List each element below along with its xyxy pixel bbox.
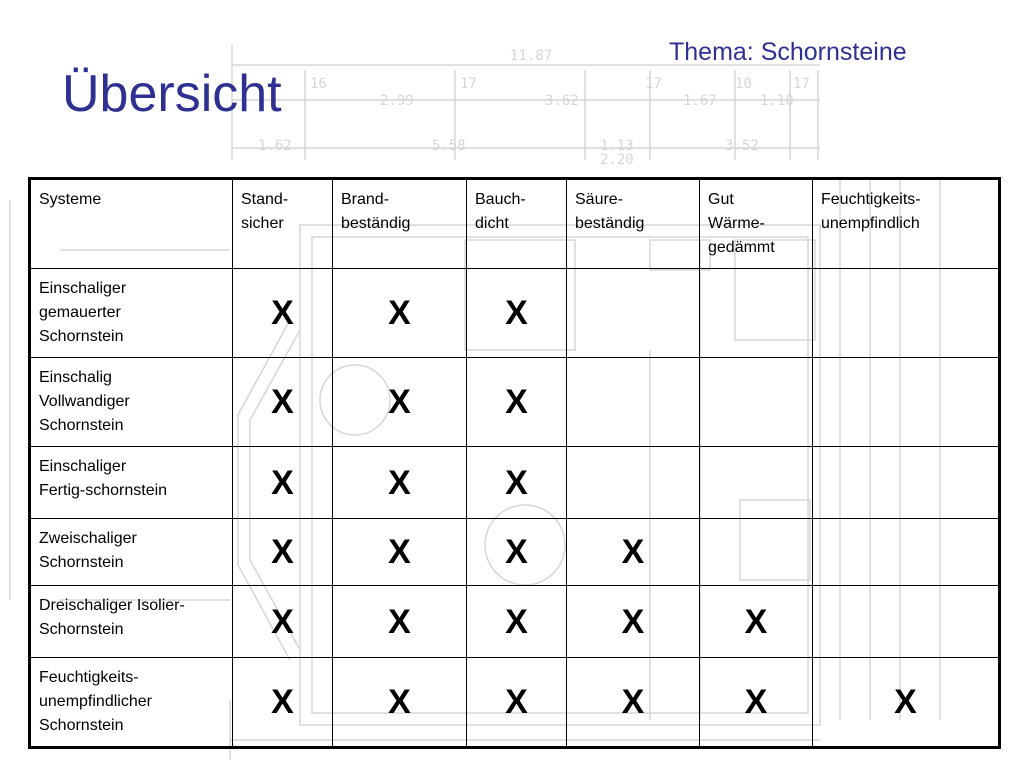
mark-cell: X <box>233 586 333 658</box>
table-row <box>30 519 1000 586</box>
header-brandbestaendig: Brand- beständig <box>333 179 467 269</box>
system-name: Zweischaliger Schornstein <box>30 519 233 586</box>
mark-cell <box>813 519 1000 586</box>
table-row <box>30 586 1000 658</box>
header-waermegedaemmt: Gut Wärme- gedämmt <box>700 179 813 269</box>
svg-text:1.67: 1.67 <box>683 93 717 109</box>
mark-cell: X <box>333 358 467 447</box>
mark-cell <box>813 269 1000 358</box>
mark-cell <box>567 447 700 519</box>
mark-cell: X <box>233 658 333 748</box>
mark-cell: X <box>333 519 467 586</box>
svg-text:2.20: 2.20 <box>600 152 634 168</box>
mark-cell <box>813 358 1000 447</box>
svg-text:1.13: 1.13 <box>600 138 634 154</box>
mark-cell: X <box>567 658 700 748</box>
table-row <box>30 658 1000 748</box>
mark-cell <box>813 586 1000 658</box>
header-saeurebestaendig: Säure- beständig <box>567 179 700 269</box>
mark-cell: X <box>700 586 813 658</box>
chimney-systems-table <box>28 177 1001 749</box>
system-name: Feuchtigkeits- unempfindlicher Schornstein <box>30 658 233 748</box>
svg-text:16: 16 <box>310 76 327 92</box>
header-feuchtigkeitsunempfindlich: Feuchtigkeits- unempfindlich <box>813 179 1000 269</box>
mark-cell: X <box>467 358 567 447</box>
mark-cell: X <box>467 447 567 519</box>
mark-cell <box>567 269 700 358</box>
svg-text:11.87: 11.87 <box>510 48 553 64</box>
mark-cell: X <box>333 447 467 519</box>
mark-cell <box>567 358 700 447</box>
system-name: Dreischaliger Isolier- Schornstein <box>30 586 233 658</box>
slide-subtitle: Thema: Schornsteine <box>669 38 907 66</box>
svg-text:1.62: 1.62 <box>258 138 292 154</box>
table-header-row <box>30 179 1000 269</box>
header-systeme: Systeme <box>30 179 233 269</box>
mark-cell <box>700 358 813 447</box>
svg-text:1.10: 1.10 <box>760 93 794 109</box>
mark-cell <box>813 447 1000 519</box>
mark-cell: X <box>333 586 467 658</box>
svg-text:3.52: 3.52 <box>725 138 759 154</box>
svg-text:5.58: 5.58 <box>432 138 466 154</box>
mark-cell: X <box>467 519 567 586</box>
header-bauchdicht: Bauch- dicht <box>467 179 567 269</box>
mark-cell <box>700 269 813 358</box>
mark-cell: X <box>233 447 333 519</box>
svg-text:2.99: 2.99 <box>380 93 414 109</box>
header-standsicher: Stand- sicher <box>233 179 333 269</box>
svg-text:10: 10 <box>735 76 752 92</box>
table-row <box>30 358 1000 447</box>
svg-text:17: 17 <box>460 76 477 92</box>
mark-cell: X <box>233 519 333 586</box>
svg-text:17: 17 <box>793 76 810 92</box>
slide-title: Übersicht <box>62 65 282 123</box>
table-row <box>30 447 1000 519</box>
mark-cell <box>700 519 813 586</box>
mark-cell: X <box>467 658 567 748</box>
mark-cell: X <box>700 658 813 748</box>
mark-cell: X <box>233 269 333 358</box>
mark-cell: X <box>813 658 1000 748</box>
system-name: Einschaliger Fertig-schornstein <box>30 447 233 519</box>
mark-cell <box>700 447 813 519</box>
mark-cell: X <box>233 358 333 447</box>
mark-cell: X <box>567 586 700 658</box>
svg-text:3.62: 3.62 <box>545 93 579 109</box>
mark-cell: X <box>333 269 467 358</box>
mark-cell: X <box>567 519 700 586</box>
mark-cell: X <box>467 586 567 658</box>
mark-cell: X <box>333 658 467 748</box>
table-row <box>30 269 1000 358</box>
system-name: Einschalig Vollwandiger Schornstein <box>30 358 233 447</box>
system-name: Einschaliger gemauerter Schornstein <box>30 269 233 358</box>
svg-text:17: 17 <box>645 76 662 92</box>
mark-cell: X <box>467 269 567 358</box>
